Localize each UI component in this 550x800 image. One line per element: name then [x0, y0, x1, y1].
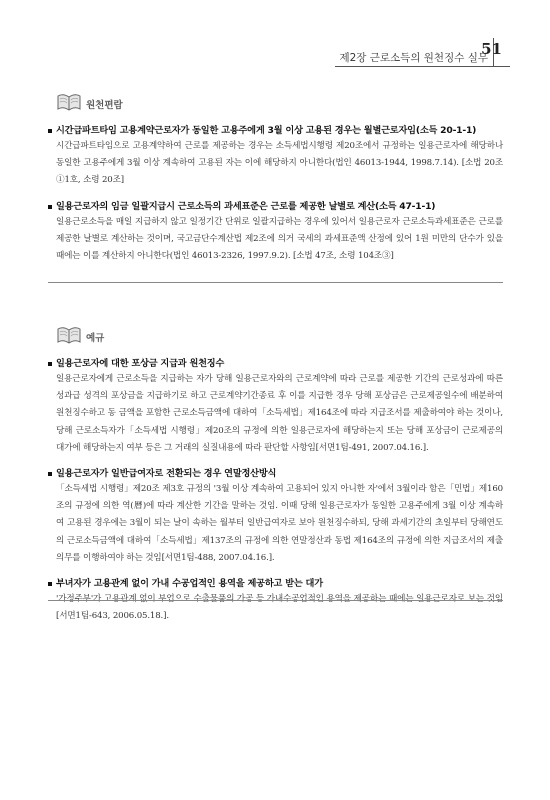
chapter-title: 제2장 근로소득의 원천징수 실무	[339, 52, 488, 64]
list-item	[48, 124, 503, 190]
item-body: 시간급파트타임으로 고용계약하여 근로를 제공하는 경우는 소득세법시행령 제20조에서 규정하는 일용근로자에 해당하나 동일한 고용주에게 3월 이상 계속하여 고용된 자는 이에 해당하지 아니한다(법인 46013-1944, 1998.7.14). [소법 20조①1호, 소령 20조]	[56, 141, 503, 186]
section-head	[48, 92, 503, 114]
open-book-icon	[56, 92, 82, 112]
list-item	[48, 357, 503, 457]
item-title: 일용근로자가 일반급여자로 전환되는 경우 연말정산방식	[48, 467, 503, 481]
open-book-icon	[56, 325, 82, 345]
item-title: 시간급파트타임 고용계약근로자가 동일한 고용주에게 3월 이상 고용된 경우는 월별근로자임(소득 20-1-1)	[48, 124, 503, 138]
section-title: 원천편람	[86, 100, 123, 111]
section-yegyu	[48, 325, 503, 625]
section-head	[48, 325, 503, 347]
item-title: 부녀자가 고용관계 없이 가내 수공업적인 용역을 제공하고 받는 대가	[48, 577, 503, 591]
header-divider	[335, 66, 495, 67]
item-title: 일용근로자에 대한 포상금 지급과 원천징수	[48, 357, 503, 371]
item-title: 일용근로자의 임금 일괄지급시 근로소득의 과세표준은 근로를 제공한 날별로 계산(소득 47-1-1)	[48, 200, 503, 214]
list-item	[48, 467, 503, 567]
item-body: 일용근로자에게 근로소득을 지급하는 자가 당해 일용근로자와의 근로계약에 따라 근로를 제공한 기간의 근로성과에 따른 성과급 성격의 포상금을 지급하기로 하고 근로계약기간종료 후 이를 지급한 경우 당해 포상금은 근로제공일수에 배분하여 원천징수하고 동 금액을 포함한 근로소득금액에 대하여「소득세법」제164조에 따라 지급조서를 제출하여야 하는 것이나, 당해 근로소득자가「소득세법 시행령」제20조의 규정에 의한 일용근로자에 해당하는지 또는 당해 포상금이 근로제공의 대가에 해당하는지 여부 등은 그 거래의 실질내용에 따라 판단할 사항임[서면1팀-491, 2007.04.16.].	[56, 374, 503, 453]
list-item	[48, 200, 503, 266]
item-body: 「소득세법 시행령」제20조 제3호 규정의 '3월 이상 계속하여 고용되어 있지 아니한 자'에서 3월이라 함은「민법」제160조의 규정에 의한 역(曆)에 따라 계산한 기간을 말하는 것임. 이때 당해 일용근로자가 동일한 고용주에게 3월 이상 계속하여 고용된 경우에는 3월이 되는 날이 속하는 월부터 일반급여자로 보아 원천징수하되, 당해 과세기간의 초일부터 당해연도의 근로소득금액에 대하여「소득세법」제137조의 규정에 의한 연말정산과 동법 제164조의 규정에 의한 지급조서의 제출의무를 이행하여야 하는 것임[서면1팀-488, 2007.04.16.].	[56, 484, 503, 563]
list-item	[48, 577, 503, 625]
section-divider	[48, 282, 503, 283]
section-wonchun-pyeonram	[48, 92, 503, 265]
section-title: 예규	[86, 333, 105, 344]
page-header	[0, 28, 550, 68]
item-body: '가정주부'가 고용관계 없이 부업으로 수출물품의 가공 등 가내수공업적인 용역을 제공하는 때에는 일용근로자로 보는 것임[서면1팀-643, 2006.05.18.].	[56, 594, 503, 622]
item-body: 일용근로소득을 매일 지급하지 않고 일정기간 단위로 일괄지급하는 경우에 있어서 일용근로자 근로소득과세표준은 근로를 제공한 날별로 계산하는 것이며, 국고금단수계산법 제2조에 의거 국세의 과세표준액 산정에 있어 1원 미만의 단수가 있을 때에는 이를 계산하지 아니한다(법인 46013-2326, 1997.9.2). [소법 47조, 소령 104조③]	[56, 216, 503, 262]
page-number: 51	[481, 40, 502, 58]
section-divider	[48, 600, 503, 601]
